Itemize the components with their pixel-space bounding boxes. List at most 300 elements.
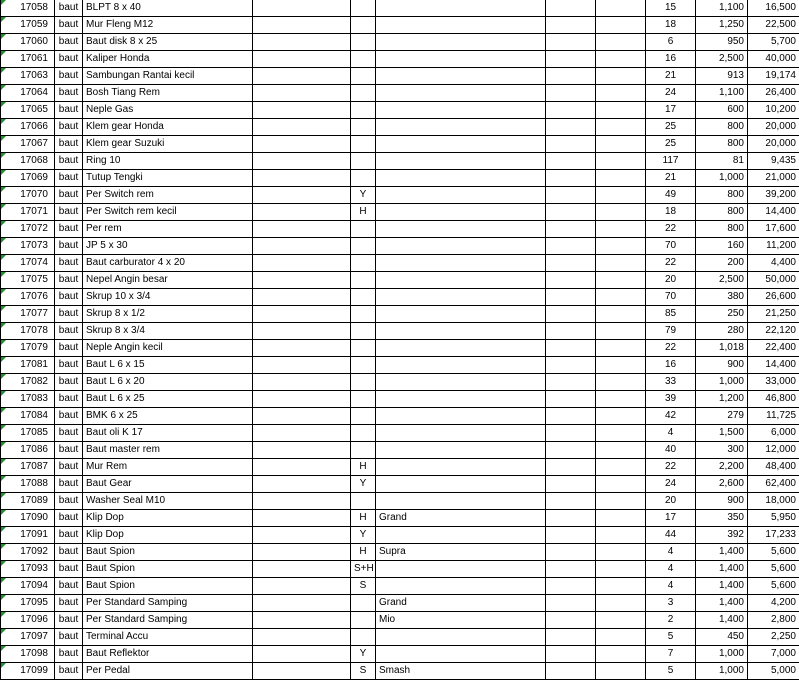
cell-type[interactable]: baut xyxy=(55,646,83,663)
cell-total[interactable]: 11,725 xyxy=(748,408,799,425)
cell-price[interactable]: 250 xyxy=(696,306,748,323)
cell-empty[interactable] xyxy=(546,629,596,646)
cell-price[interactable]: 900 xyxy=(696,357,748,374)
cell-empty[interactable] xyxy=(253,34,351,51)
cell-flag[interactable] xyxy=(351,221,376,238)
cell-total[interactable]: 62,400 xyxy=(748,476,799,493)
cell-flag[interactable] xyxy=(351,629,376,646)
cell-flag[interactable]: Y xyxy=(351,187,376,204)
cell-total[interactable]: 7,000 xyxy=(748,646,799,663)
cell-note[interactable] xyxy=(376,374,546,391)
cell-empty[interactable] xyxy=(253,136,351,153)
cell-empty[interactable] xyxy=(546,187,596,204)
cell-type[interactable]: baut xyxy=(55,578,83,595)
cell-empty[interactable] xyxy=(253,561,351,578)
cell-price[interactable]: 1,000 xyxy=(696,374,748,391)
cell-qty[interactable]: 15 xyxy=(646,0,696,17)
cell-flag[interactable] xyxy=(351,17,376,34)
cell-empty[interactable] xyxy=(546,493,596,510)
cell-type[interactable]: baut xyxy=(55,442,83,459)
cell-item-name[interactable]: Tutup Tengki xyxy=(83,170,253,187)
cell-qty[interactable]: 25 xyxy=(646,136,696,153)
cell-empty[interactable] xyxy=(546,153,596,170)
cell-id[interactable]: 17099 xyxy=(1,663,55,680)
cell-item-name[interactable]: Klip Dop xyxy=(83,510,253,527)
cell-qty[interactable]: 22 xyxy=(646,340,696,357)
cell-item-name[interactable]: Neple Angin kecil xyxy=(83,340,253,357)
cell-type[interactable]: baut xyxy=(55,544,83,561)
cell-id[interactable]: 17061 xyxy=(1,51,55,68)
cell-id[interactable]: 17089 xyxy=(1,493,55,510)
cell-item-name[interactable]: Baut master rem xyxy=(83,442,253,459)
cell-item-name[interactable]: Baut Spion xyxy=(83,544,253,561)
cell-note[interactable] xyxy=(376,578,546,595)
cell-id[interactable]: 17084 xyxy=(1,408,55,425)
cell-empty[interactable] xyxy=(253,578,351,595)
cell-empty[interactable] xyxy=(596,153,646,170)
cell-empty[interactable] xyxy=(596,493,646,510)
cell-type[interactable]: baut xyxy=(55,612,83,629)
cell-empty[interactable] xyxy=(596,170,646,187)
cell-empty[interactable] xyxy=(596,612,646,629)
cell-empty[interactable] xyxy=(546,170,596,187)
cell-price[interactable]: 280 xyxy=(696,323,748,340)
cell-price[interactable]: 2,600 xyxy=(696,476,748,493)
cell-empty[interactable] xyxy=(546,85,596,102)
cell-item-name[interactable]: Bosh Tiang Rem xyxy=(83,85,253,102)
cell-total[interactable]: 19,174 xyxy=(748,68,799,85)
cell-total[interactable]: 4,400 xyxy=(748,255,799,272)
cell-note[interactable] xyxy=(376,255,546,272)
cell-flag[interactable]: H xyxy=(351,204,376,221)
cell-empty[interactable] xyxy=(546,612,596,629)
cell-empty[interactable] xyxy=(253,204,351,221)
cell-note[interactable] xyxy=(376,187,546,204)
cell-empty[interactable] xyxy=(253,391,351,408)
cell-price[interactable]: 1,400 xyxy=(696,544,748,561)
cell-empty[interactable] xyxy=(546,68,596,85)
cell-price[interactable]: 2,500 xyxy=(696,272,748,289)
cell-empty[interactable] xyxy=(253,595,351,612)
cell-type[interactable]: baut xyxy=(55,34,83,51)
cell-qty[interactable]: 85 xyxy=(646,306,696,323)
cell-note[interactable] xyxy=(376,425,546,442)
cell-note[interactable] xyxy=(376,85,546,102)
cell-empty[interactable] xyxy=(253,425,351,442)
cell-total[interactable]: 11,200 xyxy=(748,238,799,255)
cell-total[interactable]: 5,700 xyxy=(748,34,799,51)
cell-note[interactable] xyxy=(376,442,546,459)
cell-flag[interactable] xyxy=(351,238,376,255)
cell-empty[interactable] xyxy=(596,544,646,561)
cell-qty[interactable]: 22 xyxy=(646,459,696,476)
cell-price[interactable]: 200 xyxy=(696,255,748,272)
cell-empty[interactable] xyxy=(546,391,596,408)
cell-qty[interactable]: 4 xyxy=(646,578,696,595)
cell-note[interactable] xyxy=(376,561,546,578)
cell-flag[interactable] xyxy=(351,374,376,391)
cell-flag[interactable] xyxy=(351,51,376,68)
cell-note[interactable] xyxy=(376,340,546,357)
cell-type[interactable]: baut xyxy=(55,221,83,238)
cell-price[interactable]: 900 xyxy=(696,493,748,510)
cell-qty[interactable]: 17 xyxy=(646,510,696,527)
cell-item-name[interactable]: Baut carburator 4 x 20 xyxy=(83,255,253,272)
cell-qty[interactable]: 4 xyxy=(646,544,696,561)
cell-total[interactable]: 17,600 xyxy=(748,221,799,238)
cell-type[interactable]: baut xyxy=(55,425,83,442)
cell-id[interactable]: 17086 xyxy=(1,442,55,459)
cell-note[interactable] xyxy=(376,238,546,255)
cell-empty[interactable] xyxy=(253,323,351,340)
cell-empty[interactable] xyxy=(596,238,646,255)
cell-empty[interactable] xyxy=(253,408,351,425)
cell-type[interactable]: baut xyxy=(55,289,83,306)
cell-price[interactable]: 1,400 xyxy=(696,595,748,612)
cell-total[interactable]: 12,000 xyxy=(748,442,799,459)
cell-total[interactable]: 17,233 xyxy=(748,527,799,544)
cell-item-name[interactable]: JP 5 x 30 xyxy=(83,238,253,255)
cell-qty[interactable]: 24 xyxy=(646,476,696,493)
cell-empty[interactable] xyxy=(253,629,351,646)
cell-item-name[interactable]: Washer Seal M10 xyxy=(83,493,253,510)
cell-item-name[interactable]: Ring 10 xyxy=(83,153,253,170)
cell-flag[interactable] xyxy=(351,391,376,408)
cell-item-name[interactable]: Skrup 10 x 3/4 xyxy=(83,289,253,306)
cell-item-name[interactable]: BMK 6 x 25 xyxy=(83,408,253,425)
cell-empty[interactable] xyxy=(596,136,646,153)
cell-empty[interactable] xyxy=(596,510,646,527)
cell-empty[interactable] xyxy=(546,323,596,340)
cell-item-name[interactable]: Mur Rem xyxy=(83,459,253,476)
cell-id[interactable]: 17059 xyxy=(1,17,55,34)
cell-empty[interactable] xyxy=(596,442,646,459)
cell-item-name[interactable]: Terminal Accu xyxy=(83,629,253,646)
cell-type[interactable]: baut xyxy=(55,663,83,680)
cell-empty[interactable] xyxy=(596,357,646,374)
cell-empty[interactable] xyxy=(253,663,351,680)
cell-empty[interactable] xyxy=(546,136,596,153)
cell-qty[interactable]: 49 xyxy=(646,187,696,204)
cell-note[interactable]: Mio xyxy=(376,612,546,629)
cell-total[interactable]: 21,250 xyxy=(748,306,799,323)
cell-empty[interactable] xyxy=(253,289,351,306)
cell-note[interactable] xyxy=(376,68,546,85)
cell-total[interactable]: 33,000 xyxy=(748,374,799,391)
cell-empty[interactable] xyxy=(596,646,646,663)
cell-empty[interactable] xyxy=(253,340,351,357)
cell-qty[interactable]: 18 xyxy=(646,17,696,34)
cell-empty[interactable] xyxy=(253,374,351,391)
cell-flag[interactable] xyxy=(351,306,376,323)
cell-id[interactable]: 17083 xyxy=(1,391,55,408)
cell-type[interactable]: baut xyxy=(55,102,83,119)
cell-flag[interactable] xyxy=(351,612,376,629)
cell-empty[interactable] xyxy=(546,663,596,680)
cell-id[interactable]: 17098 xyxy=(1,646,55,663)
cell-item-name[interactable]: Baut Gear xyxy=(83,476,253,493)
cell-empty[interactable] xyxy=(546,374,596,391)
cell-flag[interactable] xyxy=(351,119,376,136)
cell-empty[interactable] xyxy=(596,68,646,85)
cell-total[interactable]: 14,400 xyxy=(748,357,799,374)
cell-price[interactable]: 600 xyxy=(696,102,748,119)
cell-qty[interactable]: 40 xyxy=(646,442,696,459)
cell-item-name[interactable]: Baut oli K 17 xyxy=(83,425,253,442)
cell-empty[interactable] xyxy=(596,102,646,119)
cell-type[interactable]: baut xyxy=(55,68,83,85)
cell-type[interactable]: baut xyxy=(55,323,83,340)
cell-empty[interactable] xyxy=(596,629,646,646)
cell-type[interactable]: baut xyxy=(55,238,83,255)
cell-price[interactable]: 279 xyxy=(696,408,748,425)
cell-id[interactable]: 17095 xyxy=(1,595,55,612)
cell-flag[interactable] xyxy=(351,357,376,374)
cell-id[interactable]: 17075 xyxy=(1,272,55,289)
cell-item-name[interactable]: Nepel Angin besar xyxy=(83,272,253,289)
cell-price[interactable]: 2,200 xyxy=(696,459,748,476)
cell-flag[interactable]: Y xyxy=(351,646,376,663)
cell-type[interactable]: baut xyxy=(55,374,83,391)
cell-qty[interactable]: 22 xyxy=(646,255,696,272)
cell-empty[interactable] xyxy=(546,289,596,306)
cell-empty[interactable] xyxy=(596,459,646,476)
cell-type[interactable]: baut xyxy=(55,85,83,102)
cell-type[interactable]: baut xyxy=(55,476,83,493)
cell-note[interactable]: Grand xyxy=(376,595,546,612)
cell-price[interactable]: 160 xyxy=(696,238,748,255)
cell-type[interactable]: baut xyxy=(55,408,83,425)
cell-note[interactable] xyxy=(376,289,546,306)
cell-empty[interactable] xyxy=(253,612,351,629)
cell-empty[interactable] xyxy=(596,374,646,391)
cell-type[interactable]: baut xyxy=(55,17,83,34)
cell-empty[interactable] xyxy=(546,595,596,612)
cell-price[interactable]: 800 xyxy=(696,221,748,238)
cell-flag[interactable]: S+H xyxy=(351,561,376,578)
cell-empty[interactable] xyxy=(546,561,596,578)
cell-empty[interactable] xyxy=(253,459,351,476)
cell-empty[interactable] xyxy=(253,544,351,561)
cell-empty[interactable] xyxy=(596,663,646,680)
cell-qty[interactable]: 25 xyxy=(646,119,696,136)
cell-item-name[interactable]: Baut L 6 x 20 xyxy=(83,374,253,391)
cell-type[interactable]: baut xyxy=(55,170,83,187)
cell-flag[interactable] xyxy=(351,408,376,425)
cell-id[interactable]: 17063 xyxy=(1,68,55,85)
cell-item-name[interactable]: Per Switch rem kecil xyxy=(83,204,253,221)
cell-id[interactable]: 17066 xyxy=(1,119,55,136)
cell-empty[interactable] xyxy=(546,204,596,221)
cell-item-name[interactable]: Baut Spion xyxy=(83,578,253,595)
cell-total[interactable]: 50,000 xyxy=(748,272,799,289)
cell-item-name[interactable]: Baut Spion xyxy=(83,561,253,578)
cell-qty[interactable]: 33 xyxy=(646,374,696,391)
cell-qty[interactable]: 5 xyxy=(646,629,696,646)
cell-empty[interactable] xyxy=(546,408,596,425)
cell-price[interactable]: 392 xyxy=(696,527,748,544)
cell-empty[interactable] xyxy=(253,476,351,493)
cell-note[interactable]: Smash xyxy=(376,663,546,680)
cell-qty[interactable]: 16 xyxy=(646,51,696,68)
cell-empty[interactable] xyxy=(596,34,646,51)
cell-price[interactable]: 1,000 xyxy=(696,663,748,680)
cell-flag[interactable]: H xyxy=(351,510,376,527)
cell-qty[interactable]: 24 xyxy=(646,85,696,102)
cell-price[interactable]: 1,018 xyxy=(696,340,748,357)
cell-total[interactable]: 20,000 xyxy=(748,119,799,136)
cell-id[interactable]: 17085 xyxy=(1,425,55,442)
cell-total[interactable]: 21,000 xyxy=(748,170,799,187)
cell-note[interactable] xyxy=(376,51,546,68)
cell-empty[interactable] xyxy=(596,340,646,357)
cell-type[interactable]: baut xyxy=(55,187,83,204)
cell-total[interactable]: 20,000 xyxy=(748,136,799,153)
cell-flag[interactable] xyxy=(351,153,376,170)
cell-id[interactable]: 17096 xyxy=(1,612,55,629)
cell-price[interactable]: 800 xyxy=(696,204,748,221)
cell-empty[interactable] xyxy=(253,306,351,323)
cell-item-name[interactable]: Baut L 6 x 15 xyxy=(83,357,253,374)
cell-empty[interactable] xyxy=(596,51,646,68)
cell-empty[interactable] xyxy=(546,459,596,476)
cell-empty[interactable] xyxy=(253,119,351,136)
cell-id[interactable]: 17067 xyxy=(1,136,55,153)
cell-empty[interactable] xyxy=(253,102,351,119)
cell-total[interactable]: 16,500 xyxy=(748,0,799,17)
cell-note[interactable] xyxy=(376,629,546,646)
cell-flag[interactable] xyxy=(351,255,376,272)
cell-flag[interactable] xyxy=(351,595,376,612)
cell-item-name[interactable]: Per Standard Samping xyxy=(83,595,253,612)
cell-empty[interactable] xyxy=(253,221,351,238)
cell-empty[interactable] xyxy=(596,527,646,544)
cell-empty[interactable] xyxy=(253,646,351,663)
cell-empty[interactable] xyxy=(253,255,351,272)
cell-qty[interactable]: 4 xyxy=(646,425,696,442)
cell-empty[interactable] xyxy=(596,85,646,102)
cell-note[interactable] xyxy=(376,391,546,408)
cell-type[interactable]: baut xyxy=(55,629,83,646)
cell-flag[interactable] xyxy=(351,68,376,85)
cell-qty[interactable]: 7 xyxy=(646,646,696,663)
cell-price[interactable]: 2,500 xyxy=(696,51,748,68)
cell-qty[interactable]: 39 xyxy=(646,391,696,408)
cell-qty[interactable]: 17 xyxy=(646,102,696,119)
cell-empty[interactable] xyxy=(546,306,596,323)
cell-qty[interactable]: 4 xyxy=(646,561,696,578)
cell-total[interactable]: 22,120 xyxy=(748,323,799,340)
cell-empty[interactable] xyxy=(596,561,646,578)
cell-empty[interactable] xyxy=(546,578,596,595)
cell-type[interactable]: baut xyxy=(55,272,83,289)
cell-total[interactable]: 26,400 xyxy=(748,85,799,102)
cell-item-name[interactable]: Per rem xyxy=(83,221,253,238)
cell-qty[interactable]: 20 xyxy=(646,272,696,289)
cell-note[interactable] xyxy=(376,119,546,136)
cell-item-name[interactable]: Baut disk 8 x 25 xyxy=(83,34,253,51)
cell-note[interactable] xyxy=(376,153,546,170)
cell-price[interactable]: 1,400 xyxy=(696,578,748,595)
cell-empty[interactable] xyxy=(253,0,351,17)
cell-total[interactable]: 9,435 xyxy=(748,153,799,170)
cell-note[interactable] xyxy=(376,221,546,238)
cell-note[interactable] xyxy=(376,323,546,340)
cell-type[interactable]: baut xyxy=(55,119,83,136)
cell-item-name[interactable]: Skrup 8 x 3/4 xyxy=(83,323,253,340)
cell-qty[interactable]: 117 xyxy=(646,153,696,170)
cell-empty[interactable] xyxy=(546,527,596,544)
cell-id[interactable]: 17077 xyxy=(1,306,55,323)
cell-id[interactable]: 17060 xyxy=(1,34,55,51)
cell-flag[interactable] xyxy=(351,102,376,119)
cell-id[interactable]: 17088 xyxy=(1,476,55,493)
cell-flag[interactable] xyxy=(351,272,376,289)
cell-total[interactable]: 22,500 xyxy=(748,17,799,34)
cell-qty[interactable]: 21 xyxy=(646,170,696,187)
cell-total[interactable]: 2,800 xyxy=(748,612,799,629)
cell-note[interactable] xyxy=(376,204,546,221)
cell-item-name[interactable]: Klem gear Suzuki xyxy=(83,136,253,153)
cell-id[interactable]: 17082 xyxy=(1,374,55,391)
cell-price[interactable]: 350 xyxy=(696,510,748,527)
cell-empty[interactable] xyxy=(546,340,596,357)
cell-flag[interactable] xyxy=(351,289,376,306)
cell-empty[interactable] xyxy=(253,527,351,544)
cell-id[interactable]: 17093 xyxy=(1,561,55,578)
cell-note[interactable] xyxy=(376,170,546,187)
cell-empty[interactable] xyxy=(253,272,351,289)
cell-empty[interactable] xyxy=(596,306,646,323)
cell-empty[interactable] xyxy=(546,221,596,238)
cell-type[interactable]: baut xyxy=(55,255,83,272)
cell-price[interactable]: 913 xyxy=(696,68,748,85)
cell-type[interactable]: baut xyxy=(55,306,83,323)
cell-empty[interactable] xyxy=(596,323,646,340)
cell-id[interactable]: 17078 xyxy=(1,323,55,340)
cell-empty[interactable] xyxy=(596,0,646,17)
cell-empty[interactable] xyxy=(546,119,596,136)
cell-id[interactable]: 17068 xyxy=(1,153,55,170)
cell-total[interactable]: 40,000 xyxy=(748,51,799,68)
cell-price[interactable]: 1,100 xyxy=(696,85,748,102)
cell-empty[interactable] xyxy=(596,272,646,289)
cell-total[interactable]: 10,200 xyxy=(748,102,799,119)
cell-note[interactable] xyxy=(376,272,546,289)
cell-qty[interactable]: 2 xyxy=(646,612,696,629)
cell-total[interactable]: 46,800 xyxy=(748,391,799,408)
cell-type[interactable]: baut xyxy=(55,204,83,221)
cell-qty[interactable]: 79 xyxy=(646,323,696,340)
cell-id[interactable]: 17074 xyxy=(1,255,55,272)
cell-empty[interactable] xyxy=(596,221,646,238)
cell-type[interactable]: baut xyxy=(55,136,83,153)
cell-empty[interactable] xyxy=(596,425,646,442)
cell-qty[interactable]: 3 xyxy=(646,595,696,612)
cell-flag[interactable] xyxy=(351,34,376,51)
cell-id[interactable]: 17076 xyxy=(1,289,55,306)
cell-note[interactable] xyxy=(376,493,546,510)
cell-id[interactable]: 17097 xyxy=(1,629,55,646)
cell-price[interactable]: 1,400 xyxy=(696,612,748,629)
cell-id[interactable]: 17070 xyxy=(1,187,55,204)
cell-price[interactable]: 380 xyxy=(696,289,748,306)
cell-type[interactable]: baut xyxy=(55,391,83,408)
cell-empty[interactable] xyxy=(546,238,596,255)
cell-price[interactable]: 800 xyxy=(696,187,748,204)
cell-qty[interactable]: 18 xyxy=(646,204,696,221)
cell-id[interactable]: 17087 xyxy=(1,459,55,476)
